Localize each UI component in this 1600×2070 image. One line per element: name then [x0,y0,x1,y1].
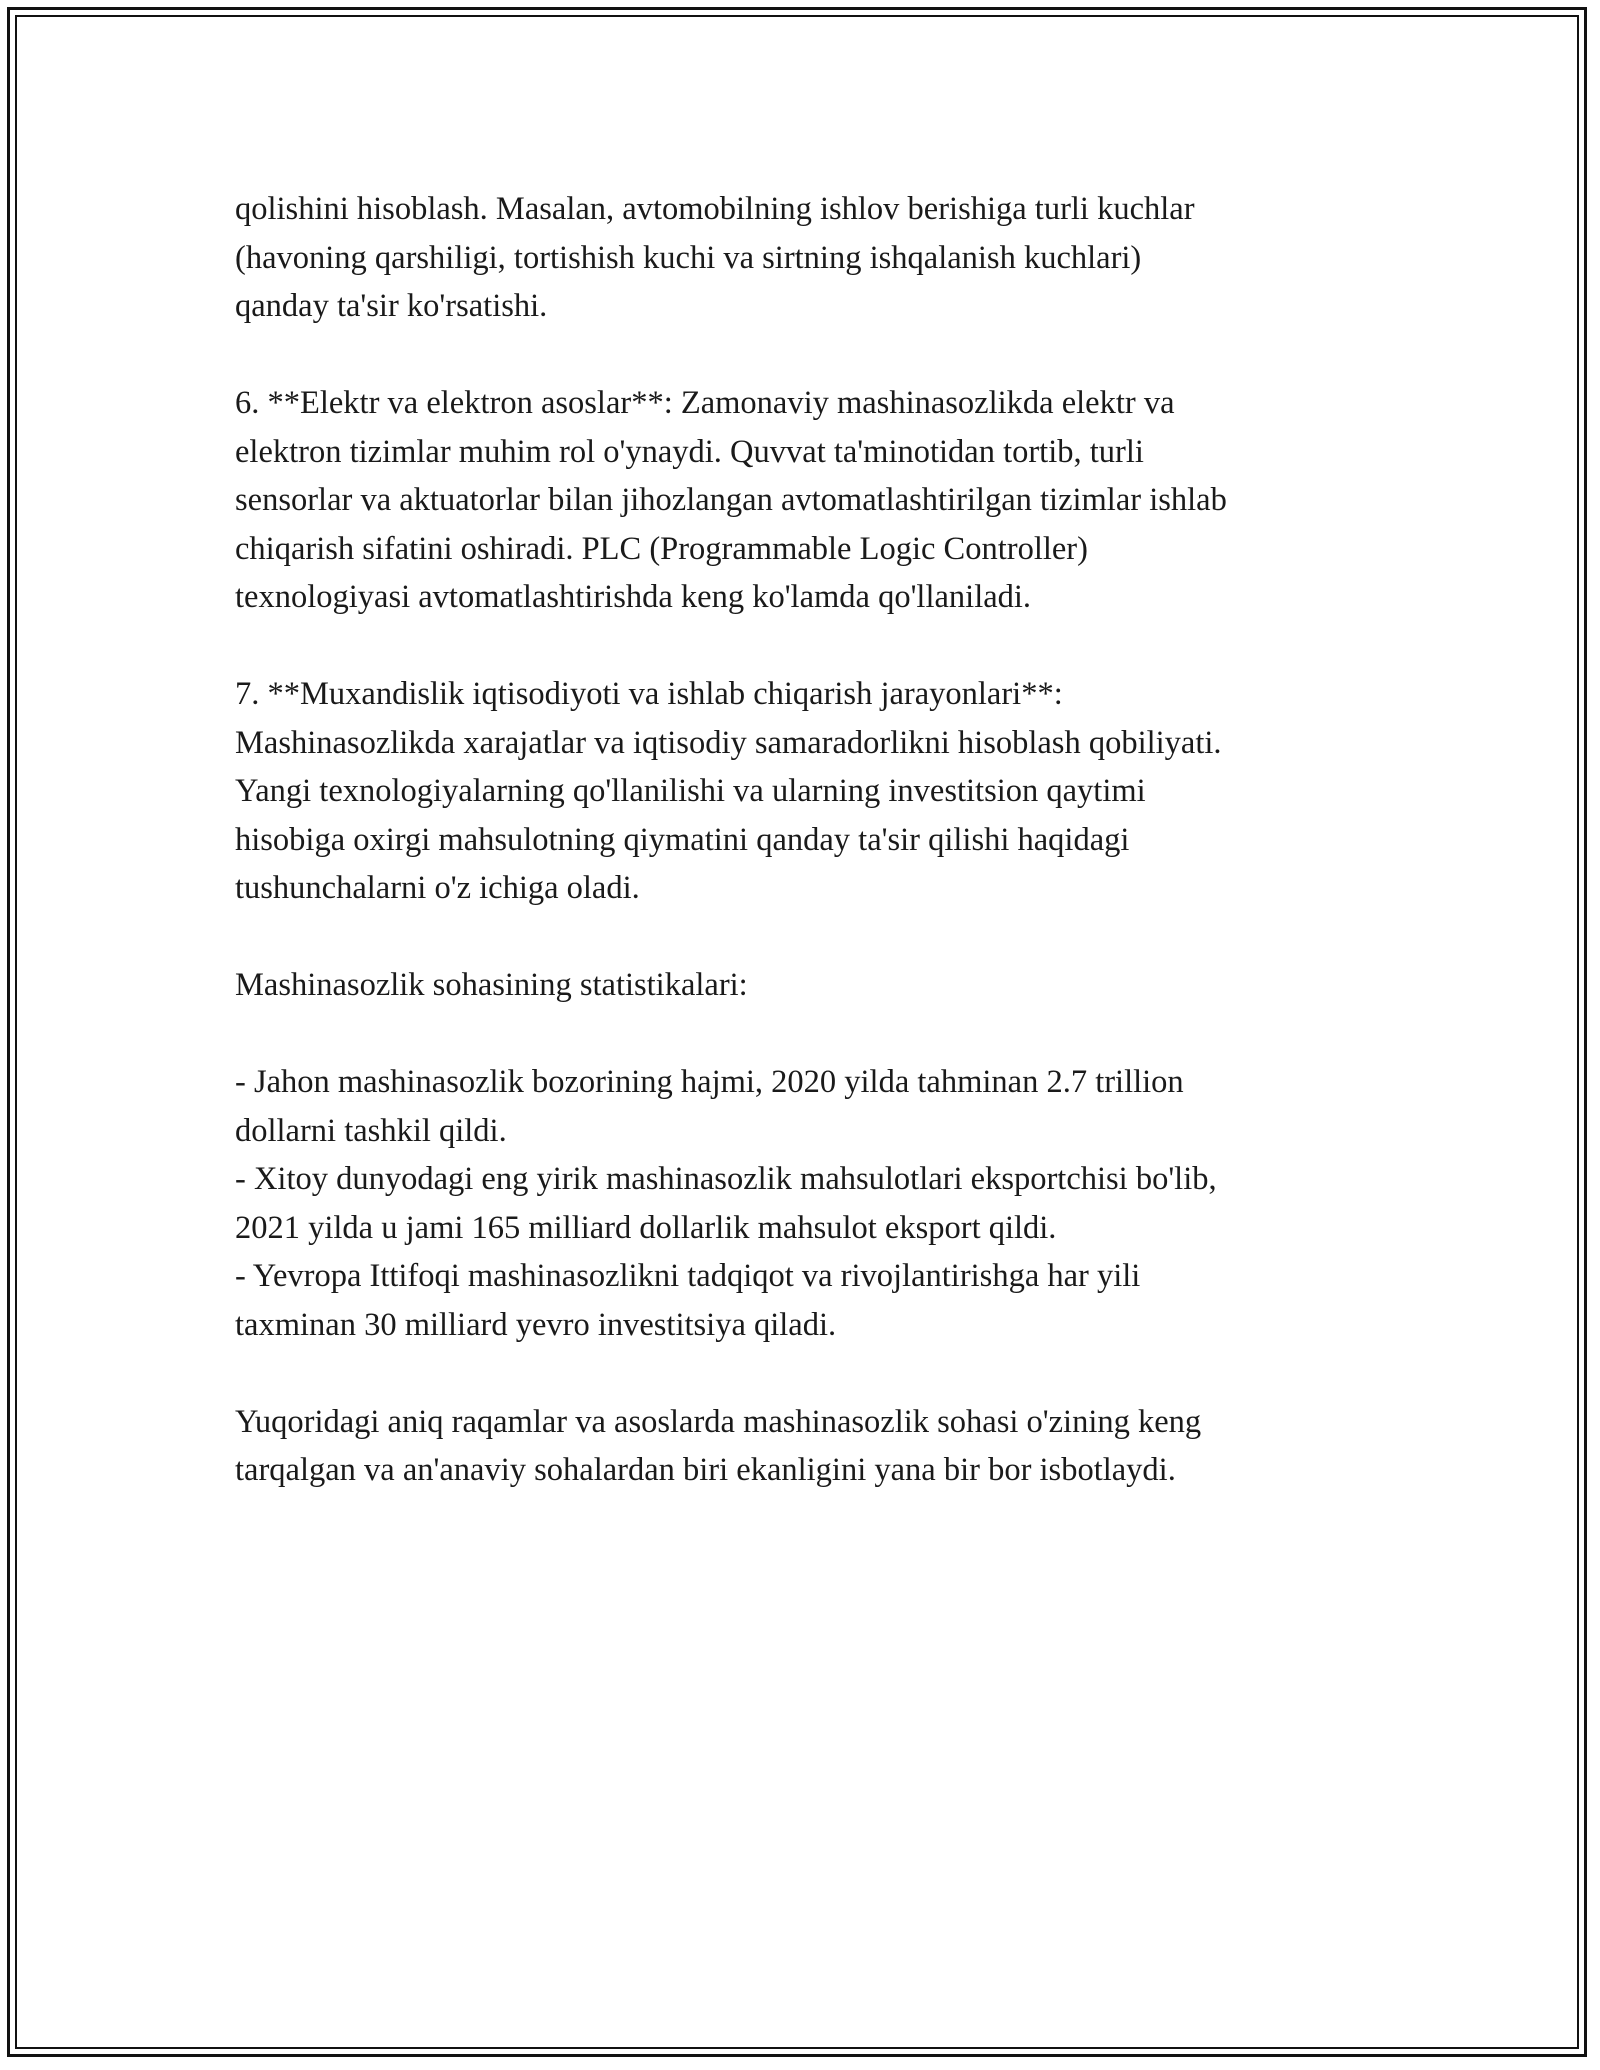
paragraph-engineering-economics [235,670,1385,913]
text-line: Mashinasozlik sohasining statistikalari: [235,967,748,1003]
text-line: Mashinasozlikda xarajatlar va iqtisodiy samaradorlikni hisoblash qobiliyati. [235,724,1222,761]
text-line: sensorlar va aktuatorlar bilan jihozlangan avtomatlashtirilgan tizimlar ishlab [235,482,1227,518]
list-item-continuation: 2021 yilda u jami 165 milliard dollarlik mahsulot eksport qildi. [235,1209,1057,1246]
text-line: qolishini hisoblash. Masalan, avtomobilning ishlov berishiga turli kuchlar [235,191,1195,227]
text-line: Yangi texnologiyalarning qo'llanilishi va ularning investitsion qaytimi [235,773,1146,809]
text-line: tarqalgan va an'anaviy sohalardan biri ekanligini yana bir bor isbotlaydi. [235,1452,1176,1488]
text-line: 7. **Muxandislik iqtisodiyoti va ishlab chiqarish jarayonlari**: [235,676,1063,712]
text-line: chiqarish sifatini oshiradi. PLC (Programmable Logic Controller) [235,530,1088,567]
text-line: hisobiga oxirgi mahsulotning qiymatini qanday ta'sir qilishi haqidagi [235,821,1130,858]
paragraph-conclusion [235,1398,1385,1495]
list-item: - Xitoy dunyodagi eng yirik mashinasozlik mahsulotlari eksportchisi bo'lib, [235,1161,1217,1197]
statistics-heading [235,961,1385,1010]
list-item-continuation: taxminan 30 milliard yevro investitsiya qiladi. [235,1306,837,1343]
text-line: elektron tizimlar muhim rol o'ynaydi. Quvvat ta'minotidan tortib, turli [235,433,1144,470]
text-line: texnologiyasi avtomatlashtirishda keng ko'lamda qo'llaniladi. [235,579,1032,615]
list-item: - Yevropa Ittifoqi mashinasozlikni tadqiqot va rivojlantirishga har yili [235,1258,1141,1294]
text-line: Yuqoridagi aniq raqamlar va asoslarda mashinasozlik sohasi o'zining keng [235,1403,1202,1440]
text-line: (havoning qarshiligi, tortishish kuchi va sirtning ishqalanish kuchlari) [235,239,1142,276]
document-body [235,185,1385,1543]
statistics-list [235,1058,1385,1349]
paragraph-forces-calculation [235,185,1385,331]
paragraph-electrical-basics [235,379,1385,622]
text-line: tushunchalarni o'z ichiga oladi. [235,870,640,906]
list-item-continuation: dollarni tashkil qildi. [235,1112,507,1149]
list-item: - Jahon mashinasozlik bozorining hajmi, 2020 yilda tahminan 2.7 trillion [235,1064,1184,1100]
text-line: qanday ta'sir ko'rsatishi. [235,288,548,324]
text-line: 6. **Elektr va elektron asoslar**: Zamonaviy mashinasozlikda elektr va [235,385,1175,421]
